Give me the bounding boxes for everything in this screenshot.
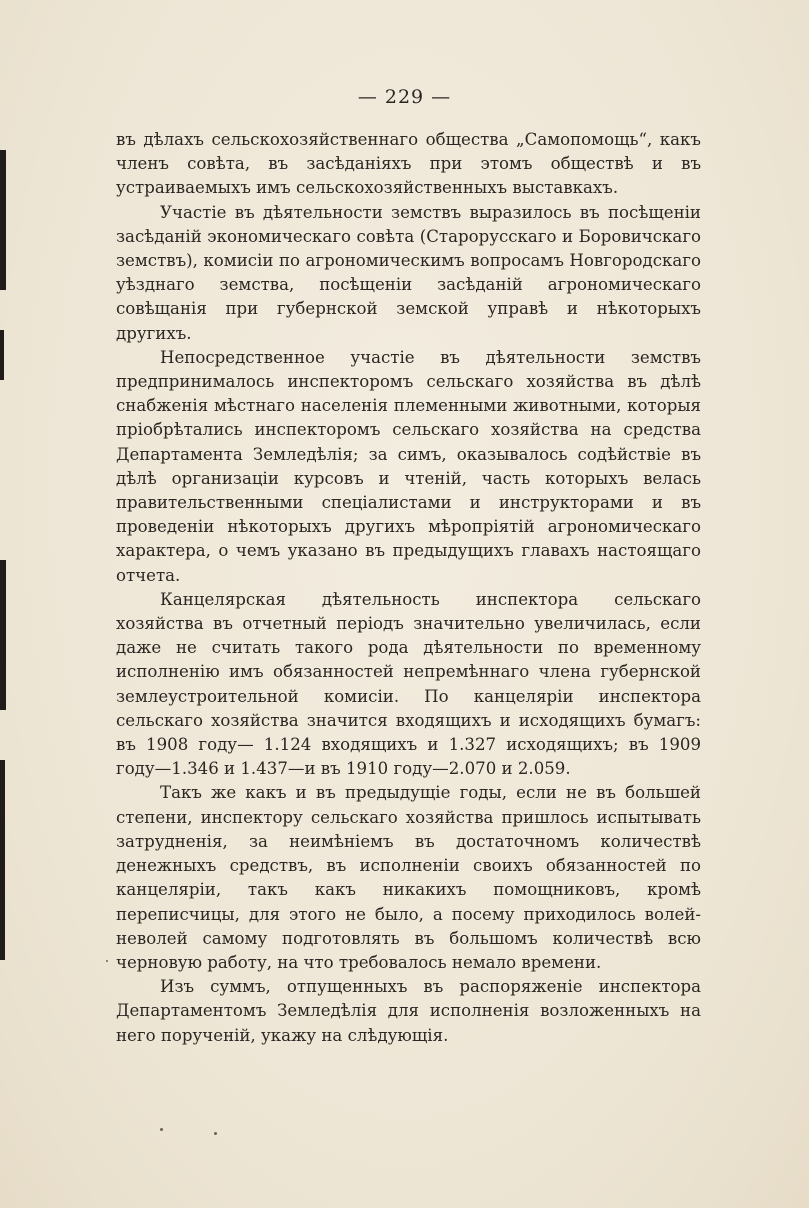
paper-speck — [160, 1128, 163, 1131]
binding-edge-shadow — [0, 560, 6, 710]
paragraph: Такъ же какъ и въ предыдущіе годы, если не въ большей степени, инспектору сельскаго хозяйства пришлось испытывать затрудненія, за неимѣніемъ въ достаточномъ количествѣ денежныхъ средствъ, въ исполненіи своихъ обязанностей по канцеляріи, такъ какъ никакихъ помощниковъ, кромѣ переписчицы, для этого не было, а посему приходилось волей-неволей самому подготовлять въ большомъ количествѣ всю черновую работу, на что требовалось немало времени. — [116, 783, 701, 972]
paragraph: въ дѣлахъ сельскохозяйственнаго общества „Самопомощь“, какъ членъ совѣта, въ засѣданіяхъ при этомъ обществѣ и въ устраиваемыхъ имъ сельскохозяйственныхъ выставкахъ. — [116, 130, 701, 198]
paragraph: Непосредственное участіе въ дѣятельности земствъ предпринималось инспекторомъ сельскаго хозяйства въ дѣлѣ снабженія мѣстнаго населенія племенными животными, которыя пріобрѣтались инспекторомъ сельскаго хозяйства на средства Департамента Земледѣлія; за симъ, оказывалось содѣйствіе въ дѣлѣ организаціи курсовъ и чтеній, часть которыхъ велась правительственными спеціалистами и инструкторами и въ проведеніи нѣкоторыхъ другихъ мѣропріятій агрономическаго характера, о чемъ указано въ предыдущихъ главахъ настоящаго отчета. — [116, 347, 701, 585]
binding-edge-shadow — [0, 330, 4, 380]
paper-speck — [214, 1132, 217, 1135]
paragraph: Изъ суммъ, отпущенныхъ въ распоряженіе инспектора Департаментомъ Земледѣлія для исполненія возложенныхъ на него порученій, укажу на слѣдующія. — [116, 977, 701, 1045]
body-text — [116, 128, 701, 1048]
binding-edge-shadow — [0, 150, 6, 290]
paper-speck — [106, 960, 108, 962]
page-number: — 229 — — [357, 86, 452, 108]
paragraph: Участіе въ дѣятельности земствъ выразилось въ посѣщеніи засѣданій экономическаго совѣта (Старорусскаго и Боровичскаго земствъ), комисіи по агрономическимъ вопросамъ Новгородскаго уѣзднаго земства, посѣщеніи засѣданій агрономическаго совѣщанія при губернской земской управѣ и нѣкоторыхъ другихъ. — [116, 202, 701, 343]
paragraph: Канцелярская дѣятельность инспектора сельскаго хозяйства въ отчетный періодъ значительно увеличилась, если даже не считать такого рода дѣятельности по временному исполненію имъ обязанностей непремѣннаго члена губернской землеустроительной комисіи. По канцеляріи инспектора сельскаго хозяйства значится входящихъ и исходящихъ бумагъ: въ 1908 году— 1.124 входящихъ и 1.327 исходящихъ; въ 1909 году—1.346 и 1.437—и въ 1910 году—2.070 и 2.059. — [116, 589, 701, 779]
binding-edge-shadow — [0, 760, 5, 960]
